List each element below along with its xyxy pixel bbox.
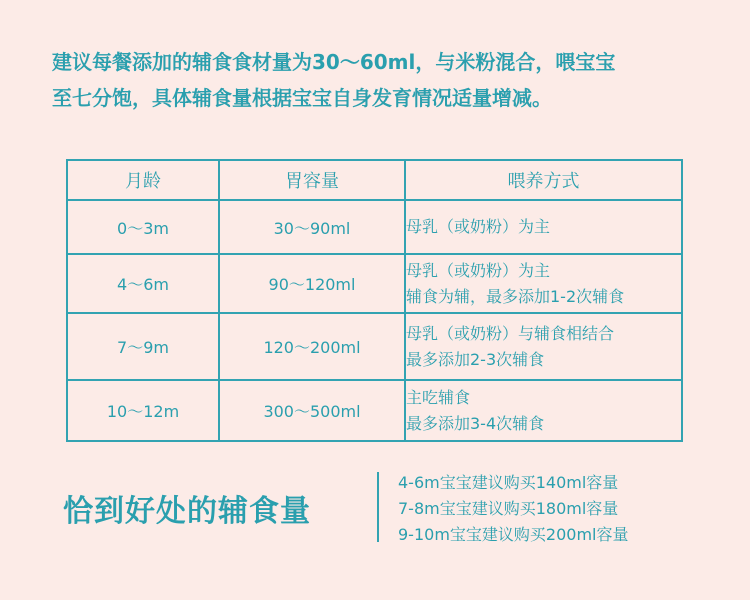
capacity-cell: 30～90ml [219, 200, 405, 254]
header-capacity: 胃容量 [219, 160, 405, 200]
age-cell: 10～12m [67, 380, 219, 441]
capacity-cell: 90～120ml [219, 254, 405, 313]
recommendation-line: 7-8m宝宝建议购买180ml容量 [398, 499, 619, 518]
capacity-cell: 120～200ml [219, 313, 405, 380]
footer-title: 恰到好处的辅食量 [63, 494, 311, 529]
vertical-divider [377, 472, 379, 542]
feeding-table [66, 159, 683, 442]
method-cell [405, 313, 682, 380]
intro-line-1: 建议每餐添加的辅食食材量为30～60ml，与米粉混合，喂宝宝 [52, 50, 616, 74]
age-cell: 0～3m [67, 200, 219, 254]
capacity-cell: 300～500ml [219, 380, 405, 441]
recommendation-line: 4-6m宝宝建议购买140ml容量 [398, 473, 619, 492]
age-cell: 4～6m [67, 254, 219, 313]
method-cell [405, 200, 682, 254]
intro-line-2: 至七分饱，具体辅食量根据宝宝自身发育情况适量增减。 [52, 86, 552, 110]
table-row [67, 200, 682, 254]
header-method: 喂养方式 [405, 160, 682, 200]
table-header-row [67, 160, 682, 200]
method-cell [405, 380, 682, 441]
recommendation-line: 9-10m宝宝建议购买200ml容量 [398, 525, 629, 544]
header-age: 月龄 [67, 160, 219, 200]
method-cell [405, 254, 682, 313]
method-line: 最多添加3-4次辅食 [406, 413, 545, 433]
age-cell: 7～9m [67, 313, 219, 380]
method-line: 母乳（或奶粉）与辅食相结合 [406, 323, 615, 343]
intro-paragraph [52, 44, 712, 116]
method-line: 主吃辅食 [406, 387, 471, 407]
method-line: 母乳（或奶粉）为主 [406, 260, 551, 280]
table-row [67, 380, 682, 441]
table-row [67, 254, 682, 313]
method-line: 最多添加2-3次辅食 [406, 349, 545, 369]
capacity-recommendations [398, 470, 628, 548]
method-line: 辅食为辅，最多添加1-2次辅食 [406, 286, 625, 306]
table-row [67, 313, 682, 380]
method-line: 母乳（或奶粉）为主 [406, 217, 551, 236]
